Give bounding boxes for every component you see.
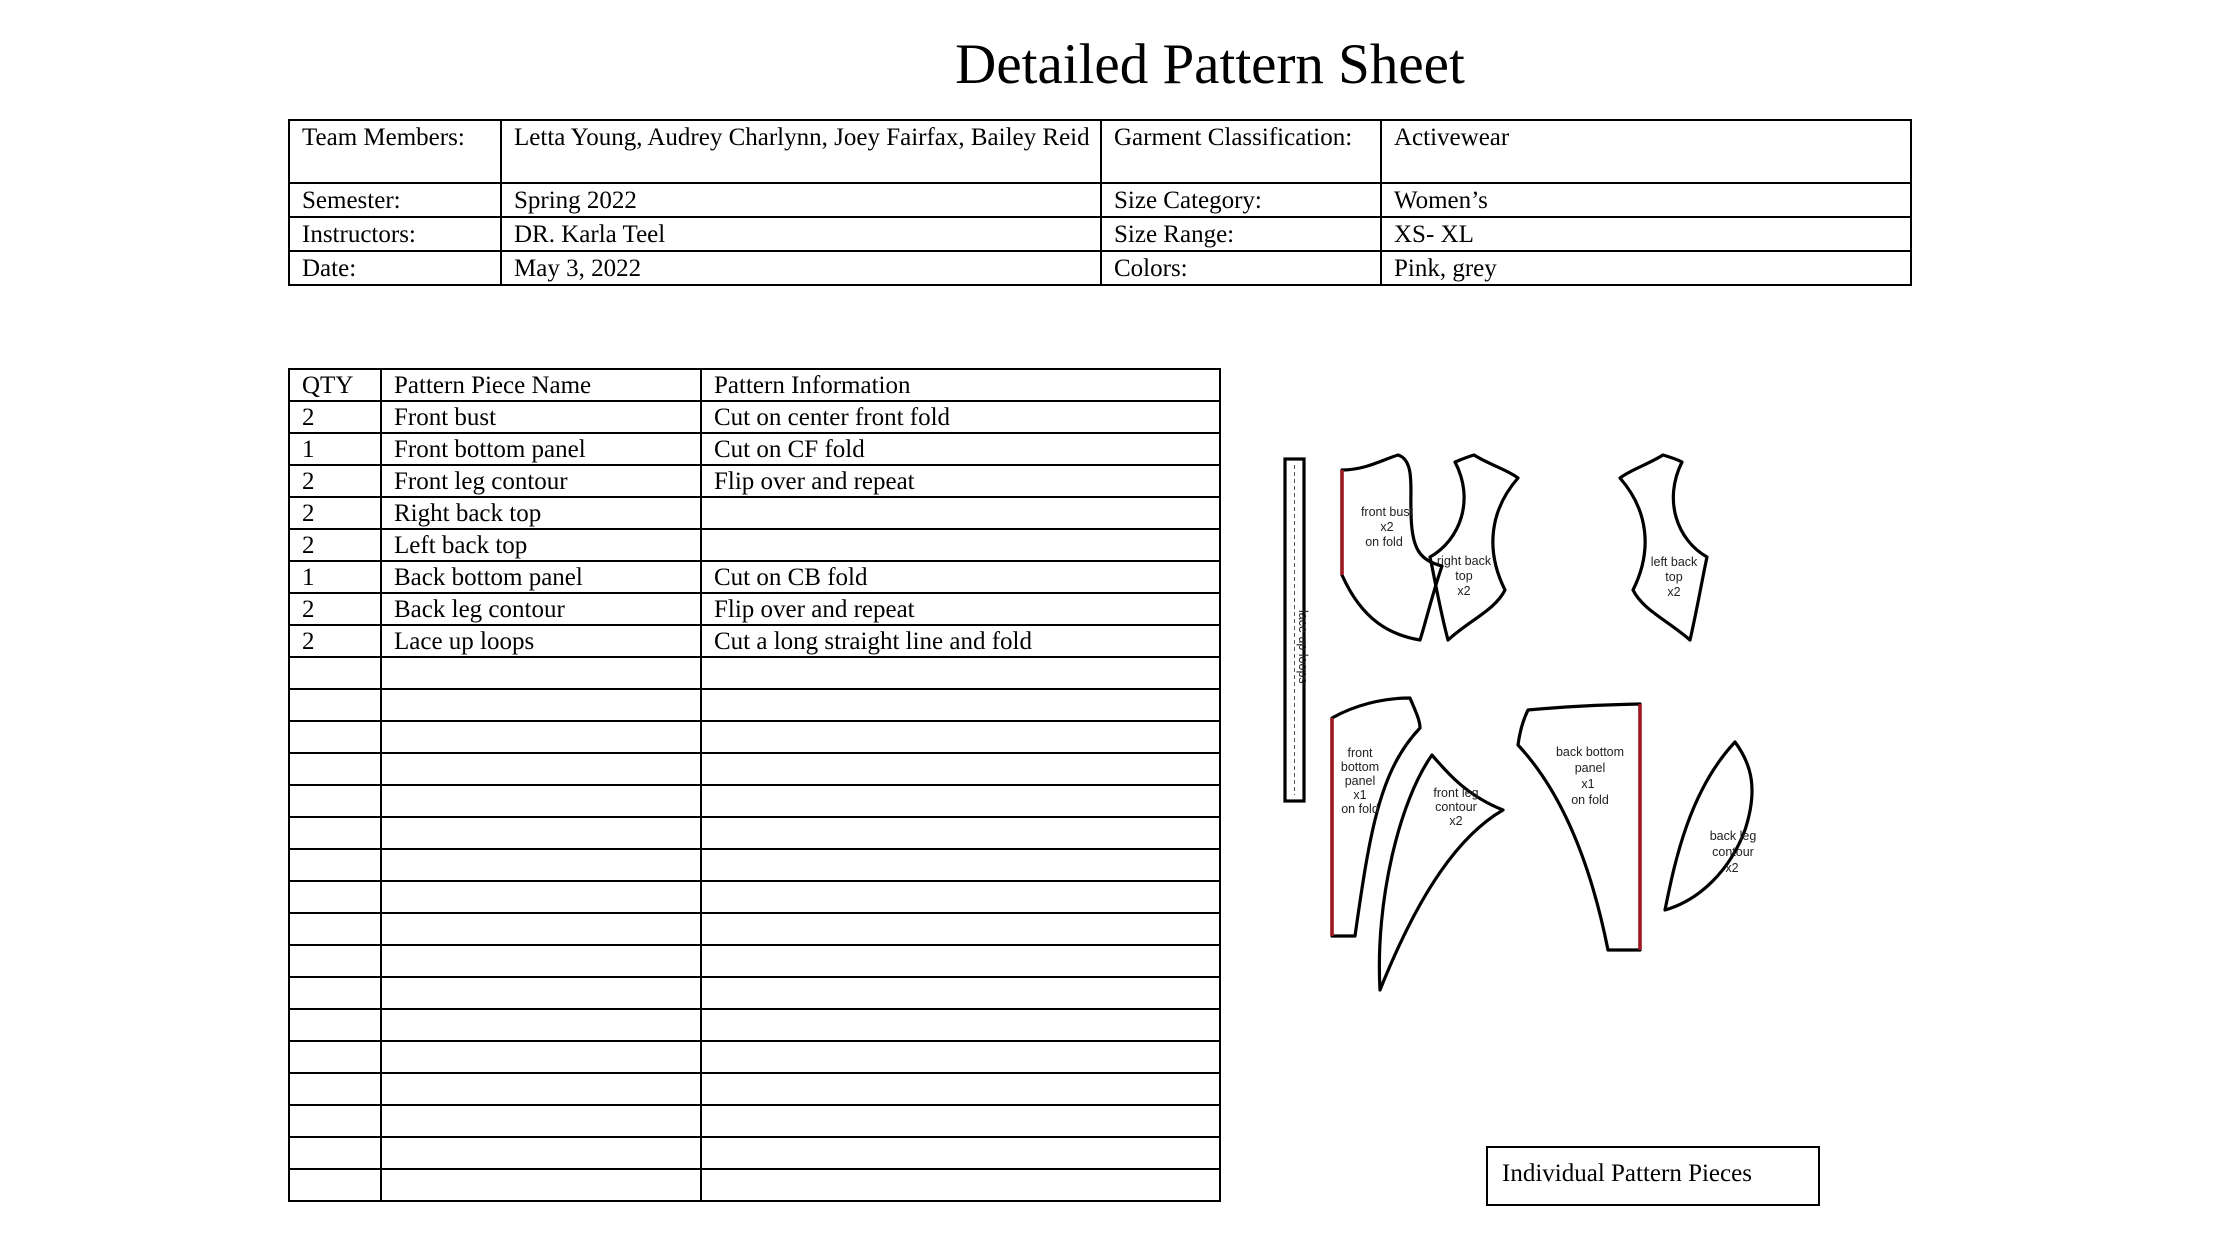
qty-cell xyxy=(289,721,381,753)
piece-info-cell xyxy=(701,1041,1220,1073)
left-back-top-label-3: x2 xyxy=(1667,585,1681,599)
left-back-top-label-2: top xyxy=(1665,570,1683,584)
qty-cell xyxy=(289,1169,381,1201)
piece-info-cell xyxy=(701,721,1220,753)
info-row xyxy=(289,251,1911,285)
back-leg-contour-piece xyxy=(1665,742,1752,910)
front-bottom-panel-label-4: x1 xyxy=(1353,788,1367,802)
piece-info-cell: Flip over and repeat xyxy=(701,593,1220,625)
front-leg-contour-label-2: contour xyxy=(1435,800,1477,814)
back-leg-contour-label-1: back leg xyxy=(1709,829,1757,843)
team-members-label: Team Members: xyxy=(289,120,501,183)
front-bottom-panel-label-2: bottom xyxy=(1340,760,1380,774)
header-qty: QTY xyxy=(289,369,381,401)
qty-cell: 1 xyxy=(289,561,381,593)
piece-info-cell xyxy=(701,945,1220,977)
qty-cell xyxy=(289,817,381,849)
qty-cell: 1 xyxy=(289,433,381,465)
table-row xyxy=(289,721,1220,753)
front-bottom-panel-label-5: on fold xyxy=(1341,802,1379,816)
back-bottom-panel-label-4: on fold xyxy=(1571,793,1609,807)
table-header-row xyxy=(289,369,1220,401)
qty-cell: 2 xyxy=(289,497,381,529)
back-leg-contour-label-2: contour xyxy=(1712,845,1754,859)
qty-cell xyxy=(289,977,381,1009)
piece-info-cell xyxy=(701,689,1220,721)
table-row xyxy=(289,977,1220,1009)
qty-cell: 2 xyxy=(289,593,381,625)
qty-cell: 2 xyxy=(289,529,381,561)
qty-cell xyxy=(289,1073,381,1105)
garment-classification-label: Garment Classification: xyxy=(1101,120,1381,183)
table-row xyxy=(289,817,1220,849)
front-bottom-panel-label-3: panel xyxy=(1344,774,1376,788)
table-row xyxy=(289,433,1220,465)
table-row xyxy=(289,593,1220,625)
piece-name-cell xyxy=(381,881,701,913)
pattern-pieces-body xyxy=(289,401,1220,1201)
right-back-top-label-3: x2 xyxy=(1457,584,1471,598)
qty-cell xyxy=(289,849,381,881)
piece-info-cell xyxy=(701,1009,1220,1041)
piece-name-cell xyxy=(381,1009,701,1041)
qty-cell xyxy=(289,1137,381,1169)
front-bottom-panel-label-1: front xyxy=(1347,746,1373,760)
size-range-value: XS- XL xyxy=(1381,217,1911,251)
piece-name-cell: Front bust xyxy=(381,401,701,433)
date-label: Date: xyxy=(289,251,501,285)
back-bottom-panel-label-1: back bottom xyxy=(1555,745,1625,759)
qty-cell: 2 xyxy=(289,401,381,433)
piece-name-cell xyxy=(381,1041,701,1073)
right-back-top-label-2: top xyxy=(1455,569,1473,583)
table-row xyxy=(289,625,1220,657)
qty-cell xyxy=(289,689,381,721)
front-bust-label-3: on fold xyxy=(1365,535,1403,549)
table-row xyxy=(289,689,1220,721)
piece-info-cell xyxy=(701,785,1220,817)
instructors-value: DR. Karla Teel xyxy=(501,217,1101,251)
piece-info-cell xyxy=(701,657,1220,689)
date-value: May 3, 2022 xyxy=(501,251,1101,285)
qty-cell xyxy=(289,1041,381,1073)
piece-name-cell xyxy=(381,785,701,817)
colors-value: Pink, grey xyxy=(1381,251,1911,285)
table-row xyxy=(289,529,1220,561)
size-category-value: Women’s xyxy=(1381,183,1911,217)
piece-name-cell: Right back top xyxy=(381,497,701,529)
page-title: Detailed Pattern Sheet xyxy=(955,33,1465,96)
front-bust-label-1: front bust xyxy=(1360,505,1414,519)
piece-info-cell: Cut on CF fold xyxy=(701,433,1220,465)
qty-cell xyxy=(289,785,381,817)
table-row xyxy=(289,1073,1220,1105)
piece-name-cell xyxy=(381,1073,701,1105)
piece-name-cell xyxy=(381,849,701,881)
qty-cell xyxy=(289,945,381,977)
back-bottom-panel-label-2: panel xyxy=(1574,761,1606,775)
front-leg-contour-label-1: front leg xyxy=(1433,786,1479,800)
size-category-label: Size Category: xyxy=(1101,183,1381,217)
piece-name-cell: Left back top xyxy=(381,529,701,561)
semester-value: Spring 2022 xyxy=(501,183,1101,217)
piece-info-cell xyxy=(701,1137,1220,1169)
piece-name-cell xyxy=(381,977,701,1009)
table-row xyxy=(289,1169,1220,1201)
piece-name-cell xyxy=(381,753,701,785)
table-row xyxy=(289,881,1220,913)
piece-info-cell xyxy=(701,913,1220,945)
team-members-value: Letta Young, Audrey Charlynn, Joey Fairfax, Bailey Reid xyxy=(501,120,1101,183)
piece-name-cell xyxy=(381,1105,701,1137)
front-bust-label-2: x2 xyxy=(1380,520,1394,534)
left-back-top-piece xyxy=(1620,455,1707,640)
info-row xyxy=(289,217,1911,251)
piece-name-cell xyxy=(381,817,701,849)
header-pattern-piece-name: Pattern Piece Name xyxy=(381,369,701,401)
piece-info-cell xyxy=(701,1073,1220,1105)
piece-info-cell xyxy=(701,753,1220,785)
pattern-pieces-table xyxy=(288,368,1221,1202)
info-row xyxy=(289,183,1911,217)
piece-name-cell xyxy=(381,1137,701,1169)
qty-cell xyxy=(289,1009,381,1041)
table-row xyxy=(289,753,1220,785)
piece-name-cell: Lace up loops xyxy=(381,625,701,657)
back-leg-contour-label-3: x2 xyxy=(1725,861,1739,875)
piece-name-cell xyxy=(381,913,701,945)
piece-info-cell: Cut a long straight line and fold xyxy=(701,625,1220,657)
table-row xyxy=(289,1009,1220,1041)
piece-info-cell xyxy=(701,1105,1220,1137)
piece-info-cell xyxy=(701,529,1220,561)
instructors-label: Instructors: xyxy=(289,217,501,251)
qty-cell xyxy=(289,1105,381,1137)
qty-cell: 2 xyxy=(289,465,381,497)
table-row xyxy=(289,1137,1220,1169)
semester-label: Semester: xyxy=(289,183,501,217)
qty-cell xyxy=(289,913,381,945)
piece-info-cell xyxy=(701,817,1220,849)
qty-cell xyxy=(289,657,381,689)
piece-info-cell xyxy=(701,881,1220,913)
garment-classification-value: Activewear xyxy=(1381,120,1911,183)
piece-info-cell: Flip over and repeat xyxy=(701,465,1220,497)
piece-name-cell xyxy=(381,689,701,721)
table-row xyxy=(289,561,1220,593)
back-bottom-panel-piece xyxy=(1518,704,1640,950)
table-row xyxy=(289,849,1220,881)
piece-name-cell: Back leg contour xyxy=(381,593,701,625)
table-row xyxy=(289,1105,1220,1137)
piece-name-cell xyxy=(381,657,701,689)
garment-info-table xyxy=(288,119,1912,286)
piece-info-cell xyxy=(701,1169,1220,1201)
table-row xyxy=(289,945,1220,977)
qty-cell xyxy=(289,881,381,913)
piece-name-cell: Front bottom panel xyxy=(381,433,701,465)
qty-cell xyxy=(289,753,381,785)
left-back-top-label-1: left back xyxy=(1650,555,1698,569)
piece-name-cell xyxy=(381,945,701,977)
piece-info-cell xyxy=(701,977,1220,1009)
table-row xyxy=(289,401,1220,433)
piece-name-cell xyxy=(381,721,701,753)
pattern-pieces-diagram xyxy=(1270,440,1830,1000)
front-leg-contour-label-3: x2 xyxy=(1449,814,1463,828)
qty-cell: 2 xyxy=(289,625,381,657)
piece-info-cell: Cut on center front fold xyxy=(701,401,1220,433)
diagram-caption: Individual Pattern Pieces xyxy=(1486,1146,1820,1206)
piece-name-cell xyxy=(381,1169,701,1201)
colors-label: Colors: xyxy=(1101,251,1381,285)
table-row xyxy=(289,1041,1220,1073)
lace-up-loops-label: lace up loops xyxy=(1296,610,1310,684)
table-row xyxy=(289,785,1220,817)
piece-name-cell: Front leg contour xyxy=(381,465,701,497)
back-bottom-panel-label-3: x1 xyxy=(1581,777,1595,791)
table-row xyxy=(289,657,1220,689)
info-row xyxy=(289,120,1911,183)
piece-info-cell: Cut on CB fold xyxy=(701,561,1220,593)
piece-info-cell xyxy=(701,497,1220,529)
size-range-label: Size Range: xyxy=(1101,217,1381,251)
table-row xyxy=(289,465,1220,497)
piece-info-cell xyxy=(701,849,1220,881)
piece-name-cell: Back bottom panel xyxy=(381,561,701,593)
front-bottom-panel-piece xyxy=(1332,698,1420,936)
table-row xyxy=(289,913,1220,945)
table-row xyxy=(289,497,1220,529)
header-pattern-information: Pattern Information xyxy=(701,369,1220,401)
right-back-top-label-1: right back xyxy=(1436,554,1492,568)
right-back-top-piece xyxy=(1430,455,1518,640)
